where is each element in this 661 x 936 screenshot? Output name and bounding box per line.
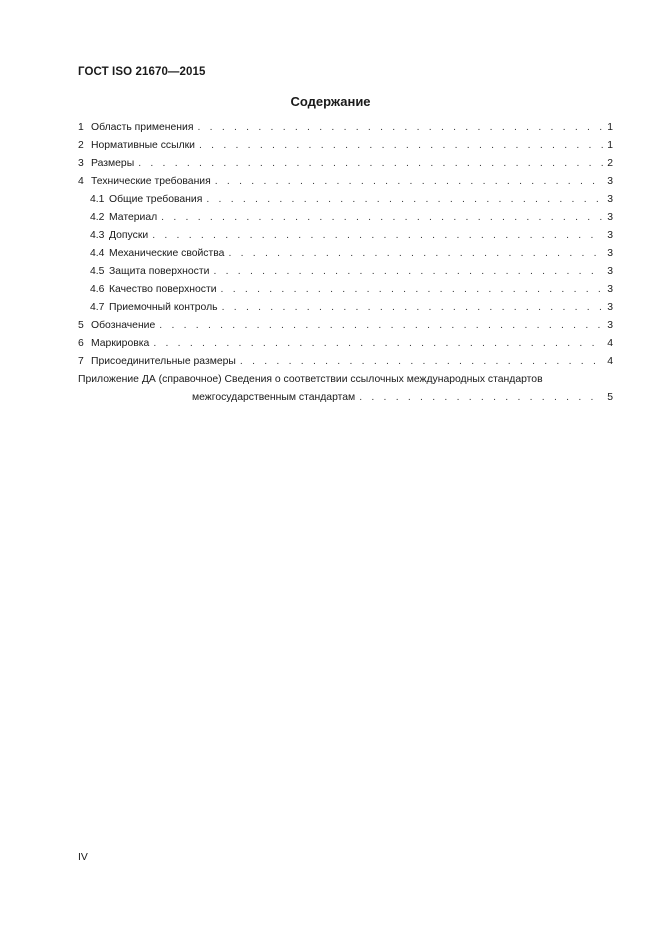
toc-leader-dots [222, 301, 603, 315]
toc-page-number: 4 [607, 338, 613, 349]
toc-entry[interactable] [78, 157, 613, 175]
toc-page-number: 3 [607, 266, 613, 277]
table-of-contents [78, 121, 613, 409]
toc-leader-dots [240, 355, 603, 369]
toc-page-number: 3 [607, 248, 613, 259]
toc-leader-dots [221, 283, 603, 297]
toc-entry-label: Общие требования [109, 194, 203, 205]
toc-leader-dots [159, 319, 603, 333]
toc-entry-number: 4 [78, 176, 84, 187]
toc-entry-label: Нормативные ссылки [91, 140, 195, 151]
toc-entry-number: 7 [78, 356, 84, 367]
toc-page-number: 3 [607, 320, 613, 331]
toc-entry[interactable] [78, 265, 613, 283]
toc-entry[interactable] [78, 121, 613, 139]
toc-entry[interactable] [78, 319, 613, 337]
toc-entry-number: 1 [78, 122, 84, 133]
toc-entry-label: Допуски [109, 230, 149, 241]
toc-leader-dots [199, 139, 603, 153]
toc-entry-number: 4.4 [90, 248, 105, 259]
toc-entry-number: 4.5 [90, 266, 105, 277]
toc-entry-label: Механические свойства [109, 248, 225, 259]
toc-entry-label: Технические требования [91, 176, 211, 187]
toc-page-number: 1 [607, 140, 613, 151]
toc-leader-dots [197, 121, 603, 135]
toc-leader-dots [153, 337, 603, 351]
toc-page-number: 1 [607, 122, 613, 133]
toc-entry[interactable] [78, 355, 613, 373]
toc-entry-label: Обозначение [91, 320, 156, 331]
toc-entry-number: 4.6 [90, 284, 105, 295]
toc-annex-title: Приложение ДА (справочное) Сведения о соответствии ссылочных международных стандартов [78, 374, 543, 385]
toc-leader-dots [215, 175, 603, 189]
toc-entry[interactable] [78, 247, 613, 265]
toc-entry[interactable] [78, 301, 613, 319]
toc-leader-dots [213, 265, 603, 279]
toc-entry[interactable] [78, 175, 613, 193]
toc-page-number: 3 [607, 230, 613, 241]
toc-entry-number: 4.1 [90, 194, 105, 205]
toc-leader-dots [138, 157, 603, 171]
toc-entry-number: 3 [78, 158, 84, 169]
toc-entry-label: Размеры [91, 158, 135, 169]
toc-entry-label: Присоединительные размеры [91, 356, 236, 367]
toc-page-number: 3 [607, 284, 613, 295]
toc-leader-dots [161, 211, 603, 225]
toc-entry-label: Маркировка [91, 338, 150, 349]
toc-entry[interactable] [78, 283, 613, 301]
toc-entry[interactable] [78, 139, 613, 157]
toc-entry-number: 5 [78, 320, 84, 331]
toc-entry-label: Материал [109, 212, 158, 223]
toc-entry[interactable] [78, 337, 613, 355]
toc-leader-dots [228, 247, 603, 261]
toc-annex-title-continued: межгосударственным стандартам [192, 392, 356, 403]
toc-leader-dots [359, 391, 603, 405]
toc-entry-label: Область применения [91, 122, 194, 133]
toc-page-number: 2 [607, 158, 613, 169]
toc-entry[interactable] [78, 229, 613, 247]
toc-leader-dots [206, 193, 603, 207]
document-code: ГОСТ ISO 21670—2015 [78, 66, 206, 78]
toc-page-number: 3 [607, 194, 613, 205]
toc-entry[interactable] [78, 193, 613, 211]
toc-entry[interactable] [78, 211, 613, 229]
toc-entry-number: 6 [78, 338, 84, 349]
toc-entry-number: 4.3 [90, 230, 105, 241]
toc-annex-entry[interactable] [78, 373, 613, 409]
toc-page-number: 5 [607, 392, 613, 403]
toc-page-number: 3 [607, 176, 613, 187]
toc-entry-label: Качество поверхности [109, 284, 217, 295]
toc-page-number: 4 [607, 356, 613, 367]
toc-leader-dots [152, 229, 603, 243]
toc-page-number: 3 [607, 212, 613, 223]
toc-entry-number: 2 [78, 140, 84, 151]
footer-page-number: IV [78, 852, 88, 863]
toc-entry-label: Защита поверхности [109, 266, 210, 277]
toc-title: Содержание [290, 94, 371, 109]
toc-entry-number: 4.2 [90, 212, 105, 223]
toc-entry-label: Приемочный контроль [109, 302, 218, 313]
toc-page-number: 3 [607, 302, 613, 313]
toc-entry-number: 4.7 [90, 302, 105, 313]
